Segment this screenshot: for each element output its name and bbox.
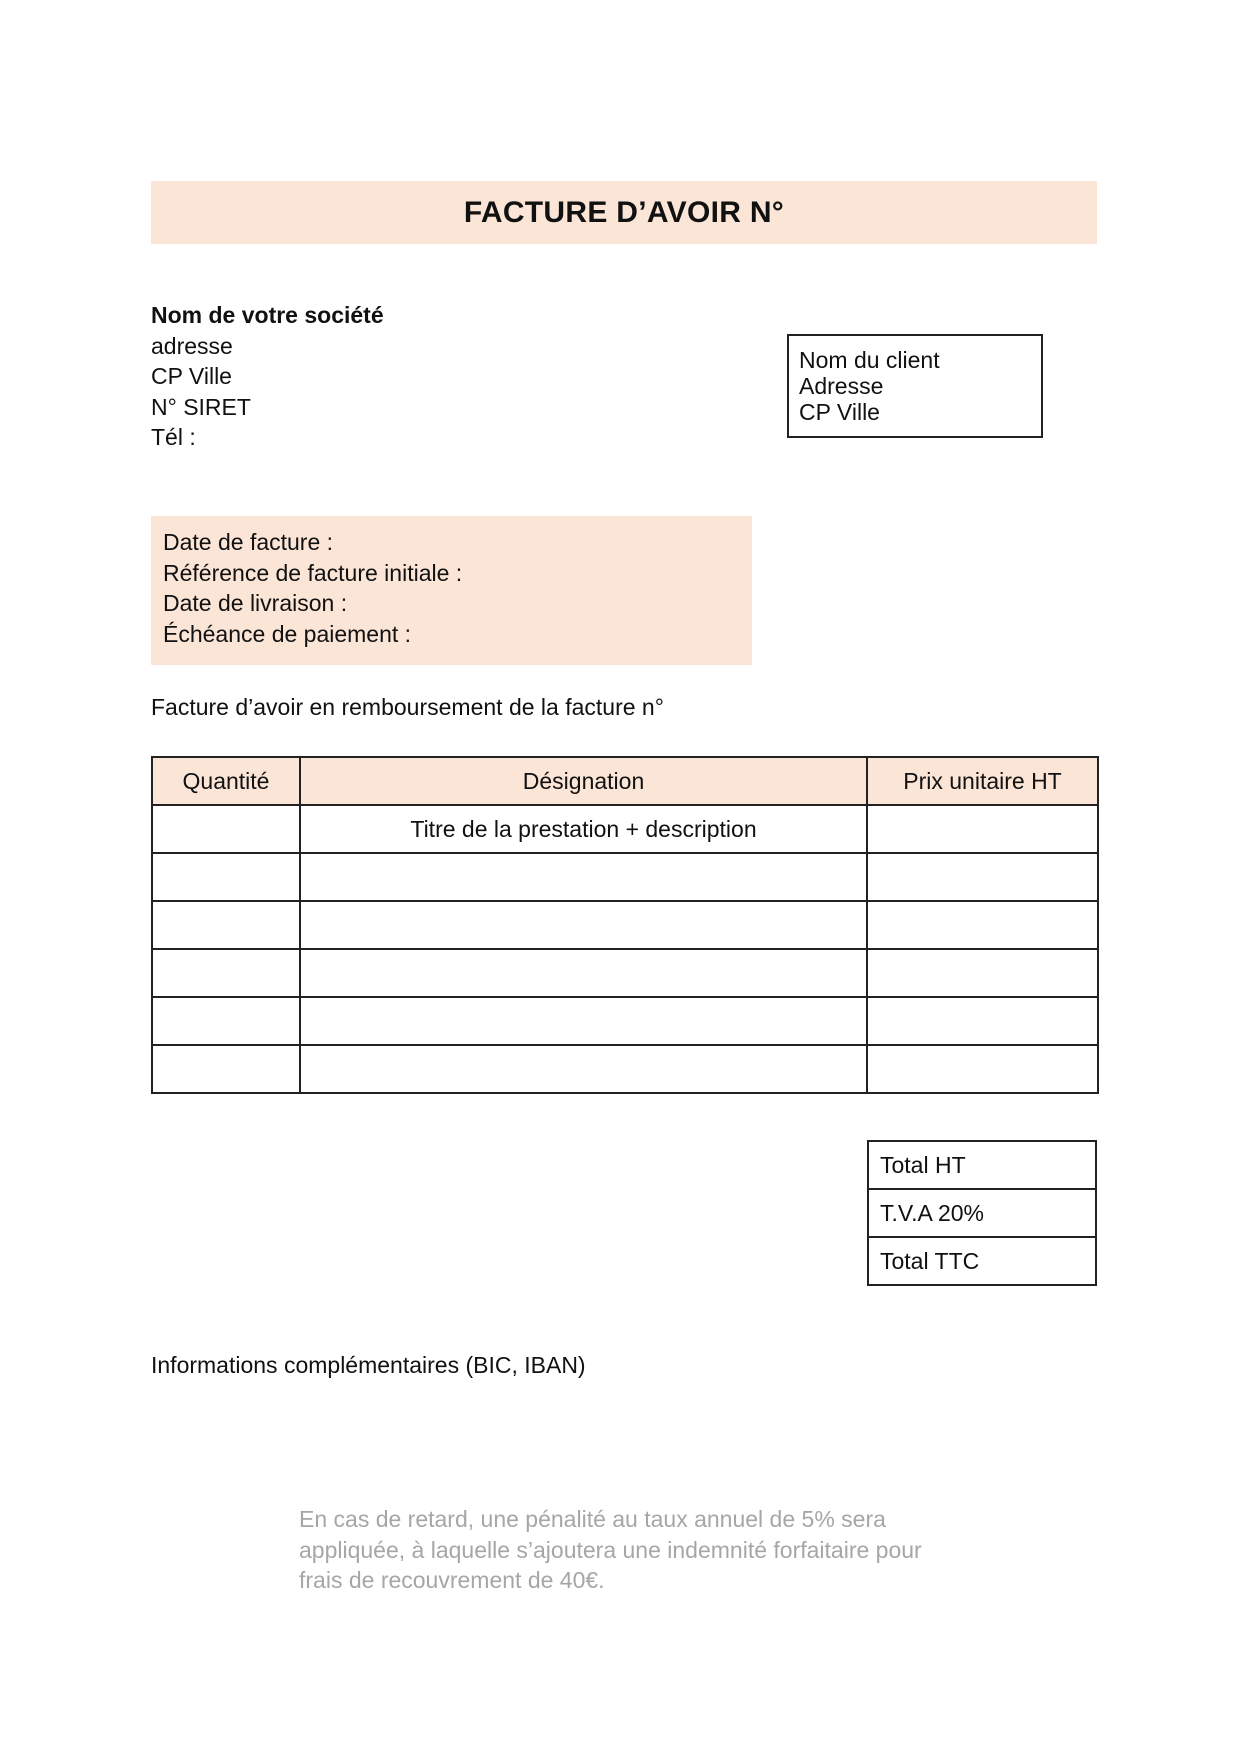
cell-designation: Titre de la prestation + description [300, 805, 867, 853]
header-unit-price: Prix unitaire HT [867, 757, 1098, 805]
cell-designation [300, 949, 867, 997]
extra-info: Informations complémentaires (BIC, IBAN) [151, 1352, 586, 1378]
cell-unit-price [867, 949, 1098, 997]
table-row [152, 901, 1098, 949]
table-row [152, 1045, 1098, 1093]
payment-due-label: Échéance de paiement : [163, 620, 412, 647]
company-phone: Tél : [151, 424, 196, 450]
initial-reference-label: Référence de facture initiale : [163, 559, 463, 586]
company-block [151, 300, 671, 453]
document-title: FACTURE D’AVOIR N° [463, 195, 785, 229]
company-siret: N° SIRET [151, 393, 251, 420]
cell-unit-price [867, 805, 1098, 853]
company-city: CP Ville [151, 363, 232, 389]
total-ht-label: Total HT [868, 1141, 1096, 1189]
cell-designation [300, 997, 867, 1045]
cell-designation [300, 853, 867, 901]
client-city: CP Ville [799, 399, 880, 425]
cell-quantity [152, 805, 300, 853]
refund-line: Facture d’avoir en remboursement de la facture n° [151, 694, 664, 720]
cell-unit-price [867, 853, 1098, 901]
table-row [152, 805, 1098, 853]
delivery-date-label: Date de livraison : [163, 590, 348, 616]
tva-label: T.V.A 20% [868, 1189, 1096, 1237]
table-header-row [152, 757, 1098, 805]
company-name: Nom de votre société [151, 302, 384, 328]
totals-row-tva [868, 1189, 1096, 1237]
title-banner [151, 181, 1097, 244]
header-designation: Désignation [300, 757, 867, 805]
client-name: Nom du client [799, 347, 940, 373]
client-address: Adresse [799, 373, 884, 399]
cell-quantity [152, 853, 300, 901]
table-row [152, 949, 1098, 997]
client-box [787, 334, 1043, 438]
cell-unit-price [867, 901, 1098, 949]
cell-quantity [152, 901, 300, 949]
cell-quantity [152, 1045, 300, 1093]
invoice-date-label: Date de facture : [163, 529, 334, 555]
total-ttc-label: Total TTC [868, 1237, 1096, 1285]
cell-unit-price [867, 1045, 1098, 1093]
cell-unit-price [867, 997, 1098, 1045]
cell-designation [300, 1045, 867, 1093]
table-row [152, 997, 1098, 1045]
cell-quantity [152, 949, 300, 997]
company-address: adresse [151, 332, 233, 359]
totals-row-ttc [868, 1237, 1096, 1285]
cell-quantity [152, 997, 300, 1045]
header-quantity: Quantité [152, 757, 300, 805]
items-table [151, 756, 1099, 1094]
cell-designation [300, 901, 867, 949]
totals-row-ht [868, 1141, 1096, 1189]
table-row [152, 853, 1098, 901]
late-payment-note: En cas de retard, une pénalité au taux annuel de 5% sera appliquée, à laquelle s’ajoutera une indemnité forfaitaire pour frais de recouvrement de 40€. [299, 1506, 922, 1593]
totals-table [867, 1140, 1097, 1286]
invoice-info-box [151, 516, 752, 665]
